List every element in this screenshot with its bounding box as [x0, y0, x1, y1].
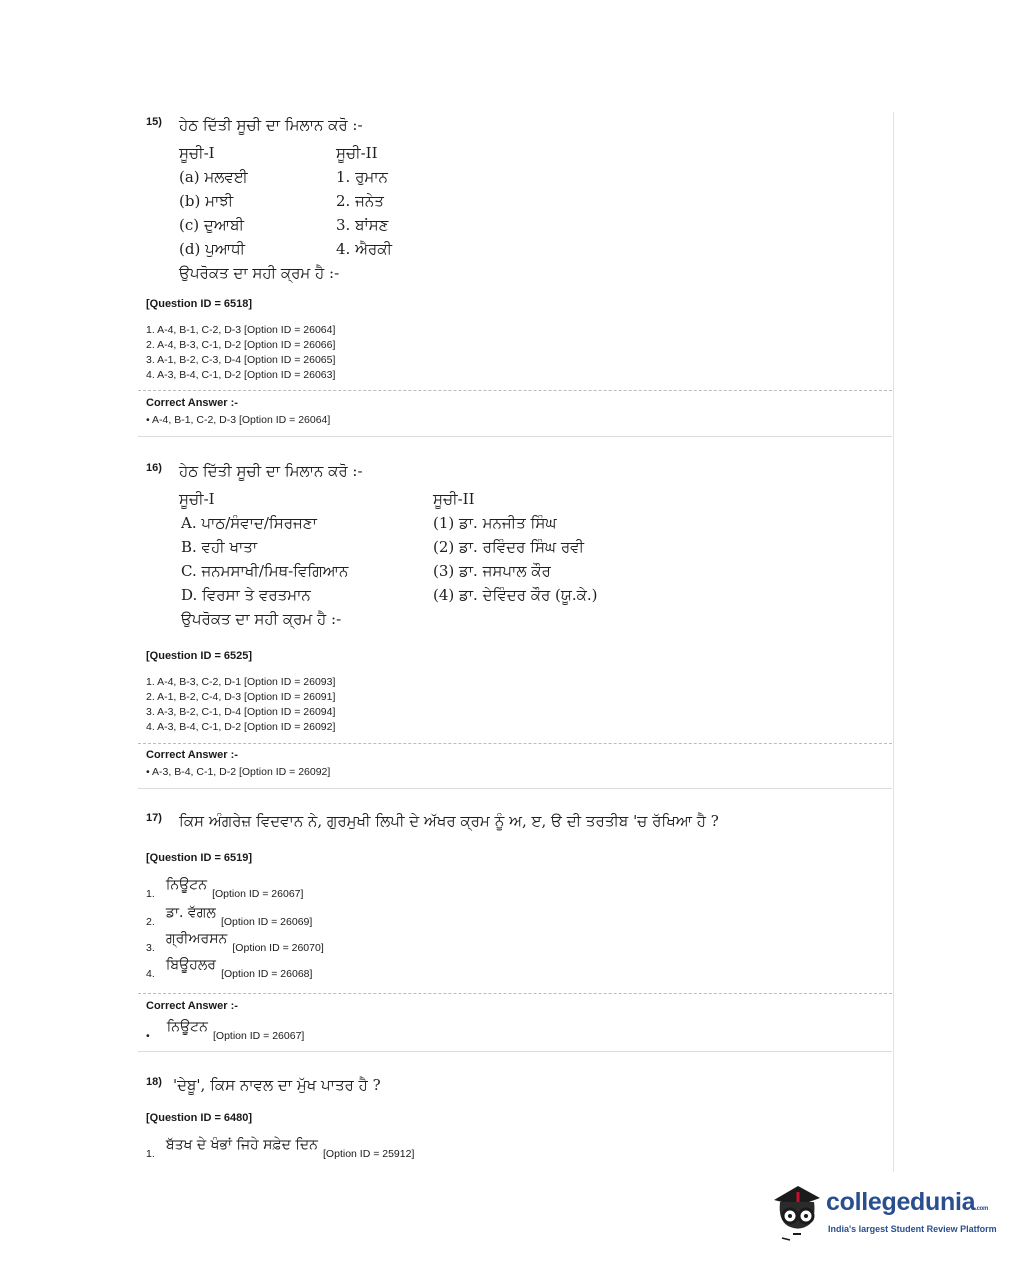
- list-item: 1. ਰੁਮਾਨ: [336, 168, 388, 186]
- logo-wordmark: collegedunia.com: [826, 1188, 989, 1216]
- option-text: ਡਾ. ਵੱਗਲ: [165, 905, 216, 921]
- option-item: 3. A-3, B-2, C-1, D-4 [Option ID = 26094]: [146, 706, 336, 718]
- question-17: [146, 812, 891, 1052]
- divider: [138, 1051, 892, 1052]
- question-16: [146, 462, 891, 782]
- list-item: (a) ਮਲਵਈ: [179, 168, 248, 186]
- option-text: ਨਿਊਟਨ: [165, 877, 207, 893]
- question-id: [Question ID = 6525]: [146, 650, 253, 662]
- list-item: (1) ਡਾ. ਮਨਜੀਤ ਸਿੰਘ: [433, 514, 557, 532]
- question-text: ਹੇਠ ਦਿੱਤੀ ਸੂਚੀ ਦਾ ਮਿਲਾਨ ਕਰੋ :-: [179, 462, 363, 480]
- list-2-heading: ਸੂਚੀ-II: [433, 490, 475, 508]
- option-item: 3. A-1, B-2, C-3, D-4 [Option ID = 26065]: [146, 354, 336, 366]
- answer-bullet: •: [146, 1030, 150, 1042]
- question-number: 16): [146, 462, 162, 474]
- list-item: (d) ਪੁਆਧੀ: [179, 240, 246, 258]
- correct-answer-label: Correct Answer :-: [146, 1000, 238, 1012]
- list-1-heading: ਸੂਚੀ-I: [179, 144, 215, 162]
- option-item: [146, 877, 304, 901]
- correct-answer: • A-3, B-4, C-1, D-2 [Option ID = 26092]: [146, 766, 331, 778]
- option-id: [Option ID = 26069]: [220, 916, 313, 928]
- option-number: 3.: [146, 942, 155, 954]
- collegedunia-logo[interactable]: [768, 1180, 998, 1250]
- option-item: 2. A-4, B-3, C-1, D-2 [Option ID = 26066]: [146, 339, 336, 351]
- question-number: 18): [146, 1076, 162, 1088]
- list-item: B. ਵਹੀ ਖਾਤਾ: [181, 538, 258, 556]
- option-item: [146, 1137, 415, 1161]
- option-item: 2. A-1, B-2, C-4, D-3 [Option ID = 26091]: [146, 691, 336, 703]
- option-list: [146, 675, 335, 735]
- list-item: (c) ਦੁਆਬੀ: [179, 216, 244, 234]
- question-number: 17): [146, 812, 162, 824]
- option-item: 4. A-3, B-4, C-1, D-2 [Option ID = 26092]: [146, 721, 336, 733]
- correct-answer: [146, 1019, 305, 1043]
- option-number: 1.: [146, 888, 155, 900]
- divider: [138, 743, 892, 744]
- question-text: ਕਿਸ ਅੰਗਰੇਜ਼ ਵਿਦਵਾਨ ਨੇ, ਗੁਰਮੁਖੀ ਲਿਪੀ ਦੇ ਅੱਖਰ ਕ੍ਰਮ ਨੂੰ ਅ, ੲ, ੳ ਦੀ ਤਰਤੀਬ 'ਚ ਰੱਖਿਆ ਹੈ ?: [179, 812, 719, 830]
- option-item: [146, 957, 313, 981]
- option-number: 1.: [146, 1148, 155, 1160]
- option-item: [146, 931, 324, 955]
- option-text: ਗ੍ਰੀਅਰਸਨ: [165, 931, 228, 947]
- list-item: 4. ਐਰਕੀ: [336, 240, 392, 258]
- list-1-heading: ਸੂਚੀ-I: [179, 490, 215, 508]
- divider: [138, 993, 892, 994]
- question-text: ਹੇਠ ਦਿੱਤੀ ਸੂਚੀ ਦਾ ਮਿਲਾਨ ਕਰੋ :-: [179, 116, 363, 134]
- option-id: [Option ID = 26068]: [221, 968, 313, 980]
- option-text: ਬਿਊਹਲਰ: [165, 957, 216, 973]
- divider: [138, 788, 892, 789]
- question-18: [146, 1076, 891, 1176]
- question-id: [Question ID = 6518]: [146, 298, 253, 310]
- question-footer: ਉਪਰੋਕਤ ਦਾ ਸਹੀ ਕ੍ਰਮ ਹੈ :-: [181, 610, 342, 628]
- correct-answer: • A-4, B-1, C-2, D-3 [Option ID = 26064]: [146, 414, 331, 426]
- option-id: [Option ID = 26067]: [212, 1030, 305, 1042]
- question-footer: ਉਪਰੋਕਤ ਦਾ ਸਹੀ ਕ੍ਰਮ ਹੈ :-: [179, 264, 340, 282]
- question-number: 15): [146, 116, 162, 128]
- divider: [138, 436, 892, 437]
- question-15: [146, 116, 891, 436]
- correct-answer-label: Correct Answer :-: [146, 749, 238, 761]
- question-text: 'ਦੇਬੂ', ਕਿਸ ਨਾਵਲ ਦਾ ਮੁੱਖ ਪਾਤਰ ਹੈ ?: [173, 1076, 381, 1094]
- logo-tagline: India's largest Student Review Platform: [828, 1224, 997, 1234]
- option-id: [Option ID = 26070]: [232, 942, 324, 954]
- list-item: (2) ਡਾ. ਰਵਿੰਦਰ ਸਿੰਘ ਰਵੀ: [433, 538, 585, 556]
- question-id: [Question ID = 6480]: [146, 1112, 253, 1124]
- list-2-heading: ਸੂਚੀ-II: [336, 144, 378, 162]
- list-item: (3) ਡਾ. ਜਸਪਾਲ ਕੌਰ: [433, 562, 551, 580]
- list-item: 2. ਜਨੇਤ: [336, 192, 384, 210]
- list-item: (b) ਮਾਝੀ: [179, 192, 234, 210]
- divider: [138, 390, 892, 391]
- list-item: A. ਪਾਠ/ਸੰਵਾਦ/ਸਿਰਜਣਾ: [181, 514, 317, 532]
- list-item: D. ਵਿਰਸਾ ਤੇ ਵਰਤਮਾਨ: [181, 586, 311, 604]
- option-id: [Option ID = 26067]: [212, 888, 304, 900]
- option-text: ਬੱਤਖ ਦੇ ਖੰਭਾਂ ਜਿਹੇ ਸਫ਼ੇਦ ਦਿਨ: [165, 1137, 318, 1153]
- logo-tld: .com: [975, 1206, 989, 1212]
- option-item: [146, 905, 313, 929]
- option-number: 4.: [146, 968, 155, 980]
- option-item: 4. A-3, B-4, C-1, D-2 [Option ID = 26063]: [146, 369, 336, 381]
- option-item: 1. A-4, B-3, C-2, D-1 [Option ID = 26093]: [146, 676, 336, 688]
- list-item: (4) ਡਾ. ਦੇਵਿੰਦਰ ਕੌਰ (ਯੂ.ਕੇ.): [433, 586, 598, 604]
- list-item: C. ਜਨਮਸਾਖੀ/ਮਿਥ-ਵਿਗਿਆਨ: [181, 562, 349, 580]
- option-item: 1. A-4, B-1, C-2, D-3 [Option ID = 26064]: [146, 324, 336, 336]
- question-id: [Question ID = 6519]: [146, 852, 253, 864]
- correct-answer-label: Correct Answer :-: [146, 397, 238, 409]
- list-item: 3. ਬਾਂਸਣ: [336, 216, 389, 234]
- mascot-icon: [768, 1180, 824, 1242]
- option-text: ਨਿਊਟਨ: [166, 1019, 208, 1035]
- option-id: [Option ID = 25912]: [323, 1148, 415, 1160]
- option-number: 2.: [146, 916, 155, 928]
- option-list: [146, 323, 335, 383]
